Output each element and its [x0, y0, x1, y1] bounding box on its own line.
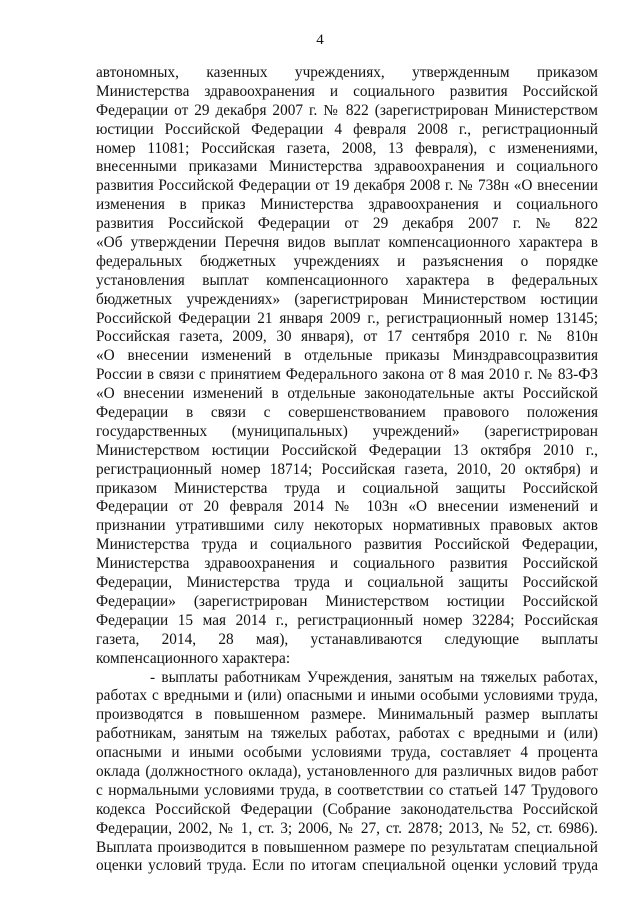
text-line: установления выплат компенсационного характера в федеральных	[96, 271, 598, 289]
text-line: развития Российской Федерации от 29 декабря 2007 г. № 822	[96, 215, 598, 233]
document-body	[96, 64, 598, 876]
text-line: - выплаты работникам Учреждения, занятым на тяжелых работах,	[150, 668, 598, 686]
text-line: Министерства здравоохранения и социального развития Российской	[96, 555, 598, 573]
text-line: Министерства труда и социального развития Российской Федерации,	[96, 536, 598, 554]
text-line: изменения в приказ Министерства здравоохранения и социального	[96, 196, 598, 214]
text-line: юстиции Российской Федерации 4 февраля 2008 г., регистрационный	[96, 120, 598, 138]
text-line: бюджетных учреждениях» (зарегистрирован Министерством юстиции	[96, 290, 598, 308]
text-line: «О внесении изменений в отдельные законодательные акты Российской	[96, 385, 598, 403]
text-line: работах с вредными и (или) опасными и иными особыми условиями труда,	[96, 687, 598, 705]
text-line: автономных, казенных учреждениях, утвержденным приказом	[96, 64, 598, 81]
text-line: внесенными приказами Министерства здравоохранения и социального	[96, 158, 598, 176]
text-line: Федерации 15 мая 2014 г., регистрационный номер 32284; Российская	[96, 611, 598, 629]
text-line: России в связи с принятием Федерального закона от 8 мая 2010 г. № 83-ФЗ	[96, 366, 598, 384]
text-line: Министерства здравоохранения и социального развития Российской	[96, 82, 598, 100]
text-line: Федерации от 20 февраля 2014 № 103н «О внесении изменений и	[96, 498, 598, 516]
text-line: газета, 2014, 28 мая), устанавливаются следующие выплаты	[96, 630, 598, 648]
text-line: приказом Министерства труда и социальной защиты Российской	[96, 479, 598, 497]
text-line: работникам, занятым на тяжелых работах, работах с вредными и (или)	[96, 725, 598, 743]
text-line: номер 11081; Российская газета, 2008, 13 февраля), с изменениями,	[96, 139, 598, 157]
text-line: с нормальными условиями труда, в соответствии со статьей 147 Трудового	[96, 781, 598, 799]
text-line: регистрационный номер 18714; Российская газета, 2010, 20 октября) и	[96, 460, 598, 478]
text-line: Федерации, Министерства труда и социальной защиты Российской	[96, 574, 598, 592]
text-line: «Об утверждении Перечня видов выплат компенсационного характера в	[96, 234, 598, 252]
text-line: Российской Федерации 21 января 2009 г., регистрационный номер 13145;	[96, 309, 598, 327]
text-line: государственных (муниципальных) учреждений» (зарегистрирован	[96, 422, 598, 440]
text-line: оценки условий труда. Если по итогам специальной оценки условий труда	[96, 857, 598, 875]
text-line: развития Российской Федерации от 19 декабря 2008 г. № 738н «О внесении	[96, 177, 598, 195]
page-number: 4	[316, 32, 324, 48]
text-line: Министерством юстиции Российской Федерации 13 октября 2010 г.,	[96, 441, 598, 459]
text-line: Федерации от 29 декабря 2007 г. № 822 (зарегистрирован Министерством	[96, 101, 598, 119]
text-line: «О внесении изменений в отдельные приказы Минздравсоцразвития	[96, 347, 598, 365]
text-line: признании утратившими силу некоторых нормативных правовых актов	[96, 517, 598, 535]
text-line: оклада (должностного оклада), установленного для различных видов работ	[96, 762, 598, 780]
text-line: Российская газета, 2009, 30 января), от 17 сентября 2010 г. № 810н	[96, 328, 598, 346]
text-line: Федерации» (зарегистрирован Министерством юстиции Российской	[96, 592, 598, 610]
text-line: производятся в повышенном размере. Минимальный размер выплаты	[96, 706, 598, 724]
text-line: компенсационного характера:	[96, 649, 291, 667]
text-line: Федерации в связи с совершенствованием правового положения	[96, 404, 598, 422]
text-line: Выплата производится в повышенном размере по результатам специальной	[96, 838, 598, 856]
text-line: федеральных бюджетных учреждениях и разъяснения о порядке	[96, 252, 598, 270]
text-line: опасными и иными особыми условиями труда, составляет 4 процента	[96, 744, 598, 762]
text-line: Федерации, 2002, № 1, ст. 3; 2006, № 27, ст. 2878; 2013, № 52, ст. 6986).	[96, 819, 598, 837]
text-line: кодекса Российской Федерации (Собрание законодательства Российской	[96, 800, 598, 818]
